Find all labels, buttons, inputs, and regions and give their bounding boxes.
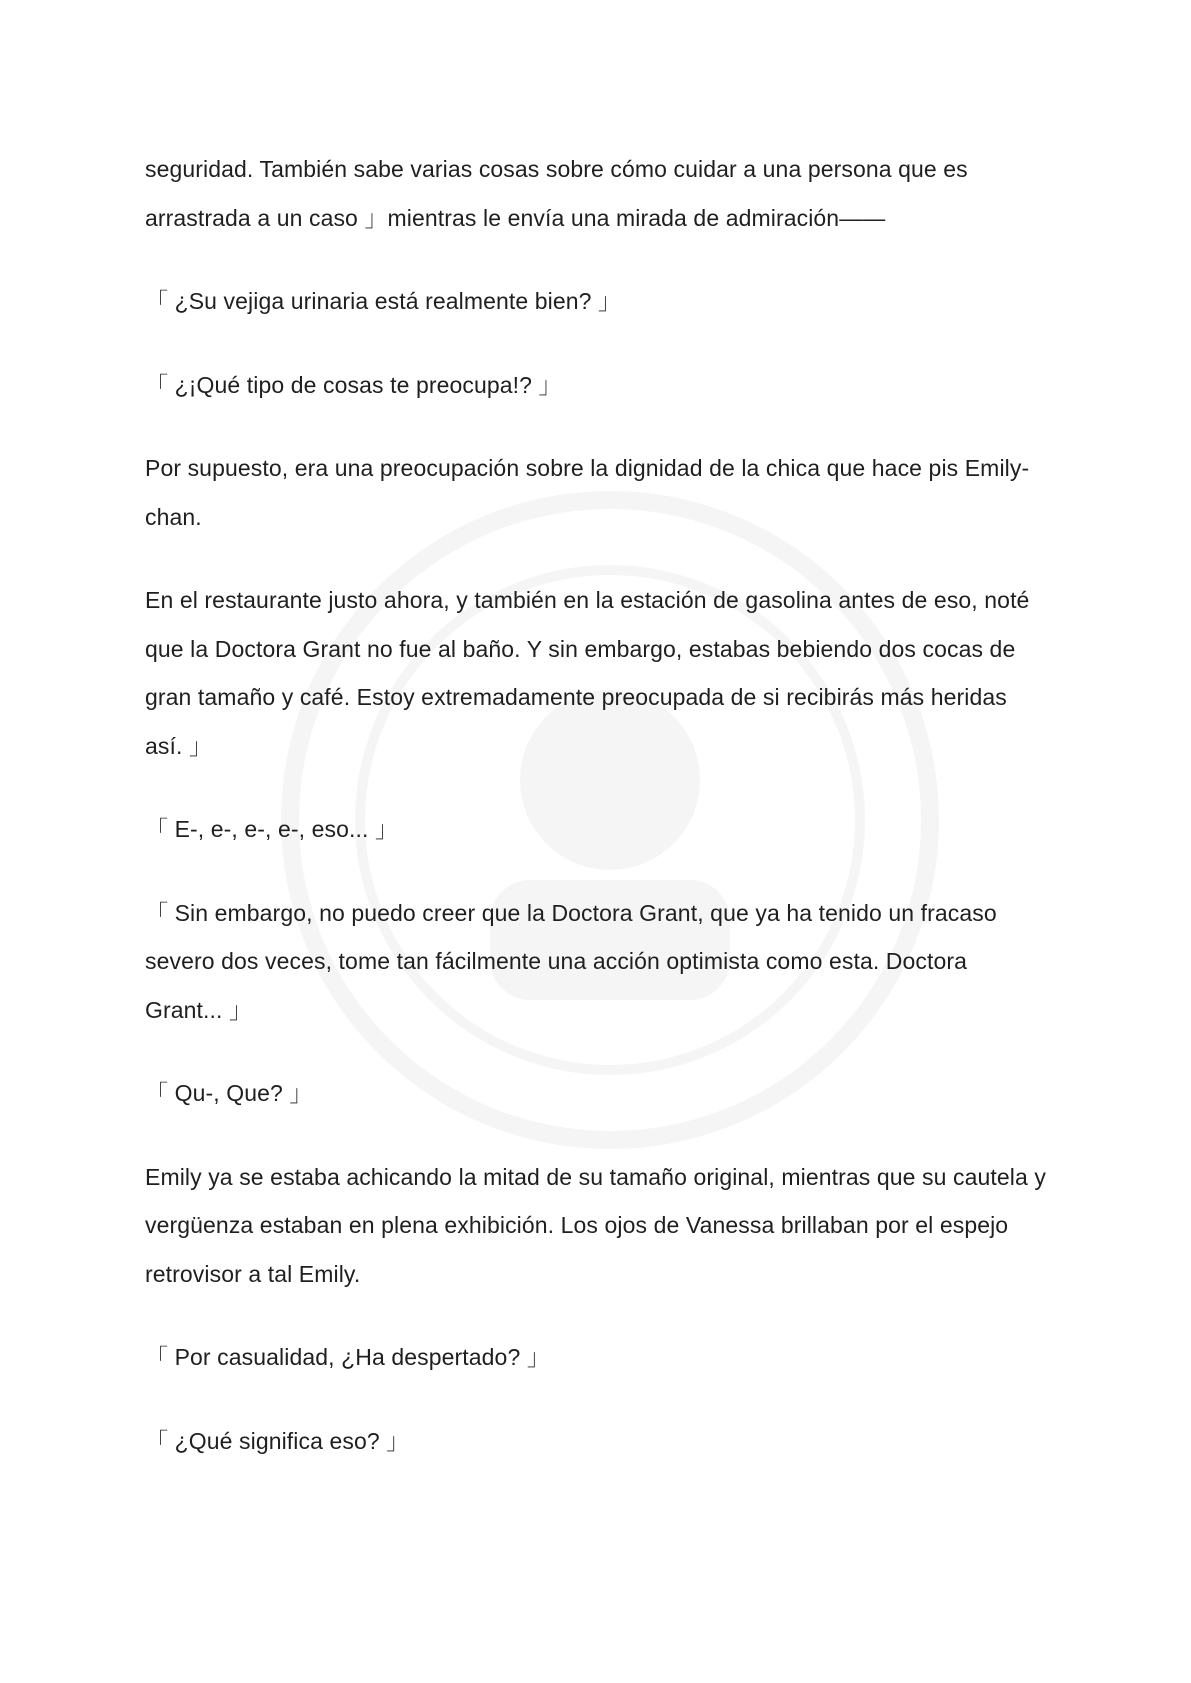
- dialogue-que: 「 Qu-, Que? 」: [145, 1080, 313, 1106]
- dialogue-vejiga: 「 ¿Su vejiga urinaria está realmente bien? 」: [145, 288, 622, 314]
- dialogue-despertado: 「 Por casualidad, ¿Ha despertado? 」: [145, 1344, 550, 1370]
- dialogue-significa: 「 ¿Qué significa eso? 」: [145, 1427, 410, 1454]
- paragraph-1: seguridad. También sabe varias cosas sobre cómo cuidar a una persona que es arrastrada a un caso 」mientras le envía una mirada de admiración——: [145, 156, 968, 231]
- dialogue-sin-embargo: 「 Sin embargo, no puedo creer que la Doctora Grant, que ya ha tenido un fracaso severo dos veces, tome tan fácilmente una acción optimista como esta. Doctora Grant... 」: [145, 899, 997, 1023]
- paragraph-restaurante: En el restaurante justo ahora, y también en la estación de gasolina antes de eso, noté que la Doctora Grant no fue al baño. Y sin embargo, estabas bebiendo dos cocas de gran tamaño y café. Estoy extremadamente preocupada de si recibirás más heridas así. 」: [145, 587, 1030, 759]
- paragraph-emily: Emily ya se estaba achicando la mitad de su tamaño original, mientras que su cautela y vergüenza estaban en plena exhibición. Los ojos de Vanessa brillaban por el espejo retrovisor a tal Emily.: [145, 1163, 1046, 1287]
- paragraph-por-supuesto: Por supuesto, era una preocupación sobre la dignidad de la chica que hace pis Emily-chan.: [145, 455, 1030, 530]
- dialogue-eso: 「 E-, e-, e-, e-, eso... 」: [145, 816, 399, 842]
- dialogue-preocupa: 「 ¿¡Qué tipo de cosas te preocupa!? 」: [145, 371, 562, 398]
- document-body: [145, 145, 1050, 1465]
